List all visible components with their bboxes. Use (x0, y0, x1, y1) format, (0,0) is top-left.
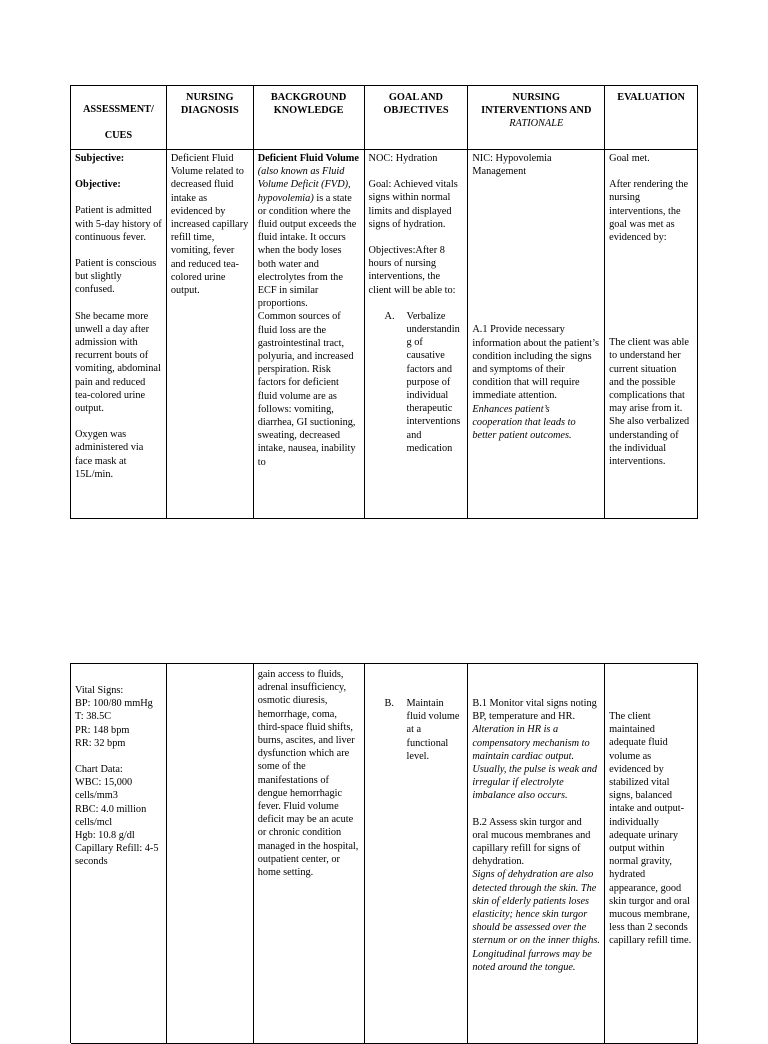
row2-assessment (71, 664, 167, 1044)
header-interventions (468, 86, 605, 150)
row1-evaluation (605, 148, 698, 519)
goal-met-text: Goal met. (609, 153, 650, 164)
evaluation-text-1: After rendering the nursing interventions, the goal was met as evidenced by: (609, 179, 689, 244)
row2-evaluation (605, 664, 698, 1044)
objective-b-text: Maintain fluid volume at a functional level. (406, 698, 460, 762)
row1-background (254, 148, 365, 519)
objective-a-text: Verbalize understandin g of causative factors and purpose of individual therapeutic interventions and medication (406, 310, 461, 454)
background-def: is a state or condition where the fluid output exceeds the fluid intake. It occurs when the body loses both water and electrolytes from the ECF in similar proportions. (257, 192, 357, 310)
nic-text: NIC: Hypovolemia Management (472, 153, 552, 178)
care-plan-row-1 (70, 148, 698, 519)
row2-goal (365, 664, 469, 1044)
background-aka: (also known as Fluid Volume Deficit (FVD), hypovolemia) (257, 166, 351, 204)
intervention-a1-rationale: Enhances patient’s cooperation that leads to better patient outcomes. (472, 403, 576, 442)
header-assessment-line2: CUES (104, 130, 133, 142)
care-plan-header-row (70, 85, 698, 150)
intervention-b1-rationale: Alteration in HR is a compensatory mechanism to maintain cardiac output. Usually, the pulse is weak and irregular if electrolyte imbalance also occurs. (472, 724, 598, 802)
intervention-a1: A.1 Provide necessary information about the patient’s condition including the signs and symptoms of their condition that will require immediate attention. (472, 324, 600, 402)
row1-diagnosis (167, 148, 254, 519)
header-interventions-main: NURSING INTERVENTIONS AND (481, 92, 592, 117)
assessment-text-3: She became more unwell a day after admission with recurrent bouts of vomiting, abdominal pain and reduced tea-colored urine output. (75, 310, 161, 415)
vital-bp: BP: 100/80 mmHg (75, 698, 153, 710)
header-diagnosis (167, 86, 254, 150)
header-assessment-line1: ASSESSMENT/ (82, 104, 154, 115)
evaluation-continued: The client maintained adequate fluid volume as evidenced by stabilized vital signs, balanced intake and output-individually adequate urinary output within normal gravity, hydrated appearance, good skin turgor and oral mucous membrane, less than 2 seconds capillary refill time. (609, 711, 692, 947)
header-goal (365, 86, 469, 150)
intervention-b2-rationale: Signs of dehydration are also detected through the skin. The skin of elderly patients loses elasticity; hence skin turgor should be assessed over the sternum or on the inner thighs. Longitudinal furrows may be noted around the tongue. (472, 869, 600, 973)
objective-b-label: B. (384, 698, 394, 709)
chart-data-title: Chart Data: (75, 764, 123, 776)
lab-rbc: RBC: 4.0 million cells/mcl (75, 803, 147, 828)
header-diagnosis-text: NURSING DIAGNOSIS (180, 92, 239, 117)
vital-rr: RR: 32 bpm (75, 737, 126, 749)
row2-diagnosis (167, 664, 254, 1044)
vital-temp: T: 38.5C (75, 711, 112, 723)
care-plan-row-2 (70, 663, 698, 1043)
intervention-b2: B.2 Assess skin turgor and oral mucous membranes and capillary refill for signs of dehydration. (472, 816, 591, 868)
lab-hgb: Hgb: 10.8 g/dl (75, 830, 135, 842)
row1-assessment (71, 148, 167, 519)
header-evaluation (605, 86, 698, 150)
header-assessment (71, 86, 167, 150)
row2-interventions (468, 664, 605, 1044)
background-definition (258, 152, 360, 310)
background-term: Deficient Fluid Volume (257, 153, 359, 164)
background-continued: gain access to fluids, adrenal insufficiency, osmotic diuresis, hemorrhage, coma, third-space fluid shifts, burns, ascites, and liver dysfunction which are some of the manifestations of dengue hemorrhagic fever. Fluid volume deficit may be an acute or chronic condition managed in the hospital, outpatient center, or home setting. (257, 669, 359, 879)
subjective-label: Subjective: (75, 153, 125, 164)
header-evaluation-text: EVALUATION (617, 92, 685, 103)
objective-a-label: A. (384, 310, 395, 322)
objective-a (369, 310, 464, 455)
lab-capillary-refill: Capillary Refill: 4-5 seconds (75, 843, 159, 868)
objective-label: Objective: (75, 179, 121, 191)
background-sources: Common sources of fluid loss are the gastrointestinal tract, polyuria, and increased perspiration. Risk factors for deficient fluid volume are as follows: vomiting, diarrhea, GI suctioning, sweating, decreased intake, nausea, inability to (257, 311, 356, 468)
goal-text: Goal: Achieved vitals signs within normal limits and displayed signs of hydration. (368, 179, 458, 230)
vital-pr: PR: 148 bpm (75, 724, 130, 736)
noc-text: NOC: Hydration (368, 153, 438, 164)
assessment-text-2: Patient is conscious but slightly confused. (75, 258, 157, 296)
lab-wbc: WBC: 15,000 cells/mm3 (75, 777, 133, 802)
row2-background (254, 664, 365, 1044)
header-background (254, 86, 365, 150)
objectives-text: Objectives:After 8 hours of nursing interventions, the client will be able to: (368, 245, 456, 296)
diagnosis-text: Deficient Fluid Volume related to decreased fluid intake as evidenced by increased capillary refill time, vomiting, fever and reduced tea-colored urine output. (170, 153, 249, 297)
intervention-b1: B.1 Monitor vital signs noting BP, temperature and HR. (472, 698, 597, 723)
assessment-text-1: Patient is admitted with 5-day history of continuous fever. (75, 205, 162, 243)
vital-signs-title: Vital Signs: (75, 685, 124, 696)
row1-interventions (468, 148, 605, 519)
header-interventions-text (472, 91, 600, 131)
assessment-text-4: Oxygen was administered via face mask at 15L/min. (75, 429, 144, 480)
row1-goal (365, 148, 469, 519)
evaluation-text-2: The client was able to understand her current situation and the possible complications that may arise from it. She also verbalized understanding of the individual interventions. (609, 337, 690, 468)
header-background-text: BACKGROUND KNOWLEDGE (270, 92, 347, 117)
header-goal-text: GOAL AND OBJECTIVES (383, 92, 449, 117)
objective-b (369, 697, 464, 763)
header-interventions-italic: RATIONALE (509, 118, 564, 130)
